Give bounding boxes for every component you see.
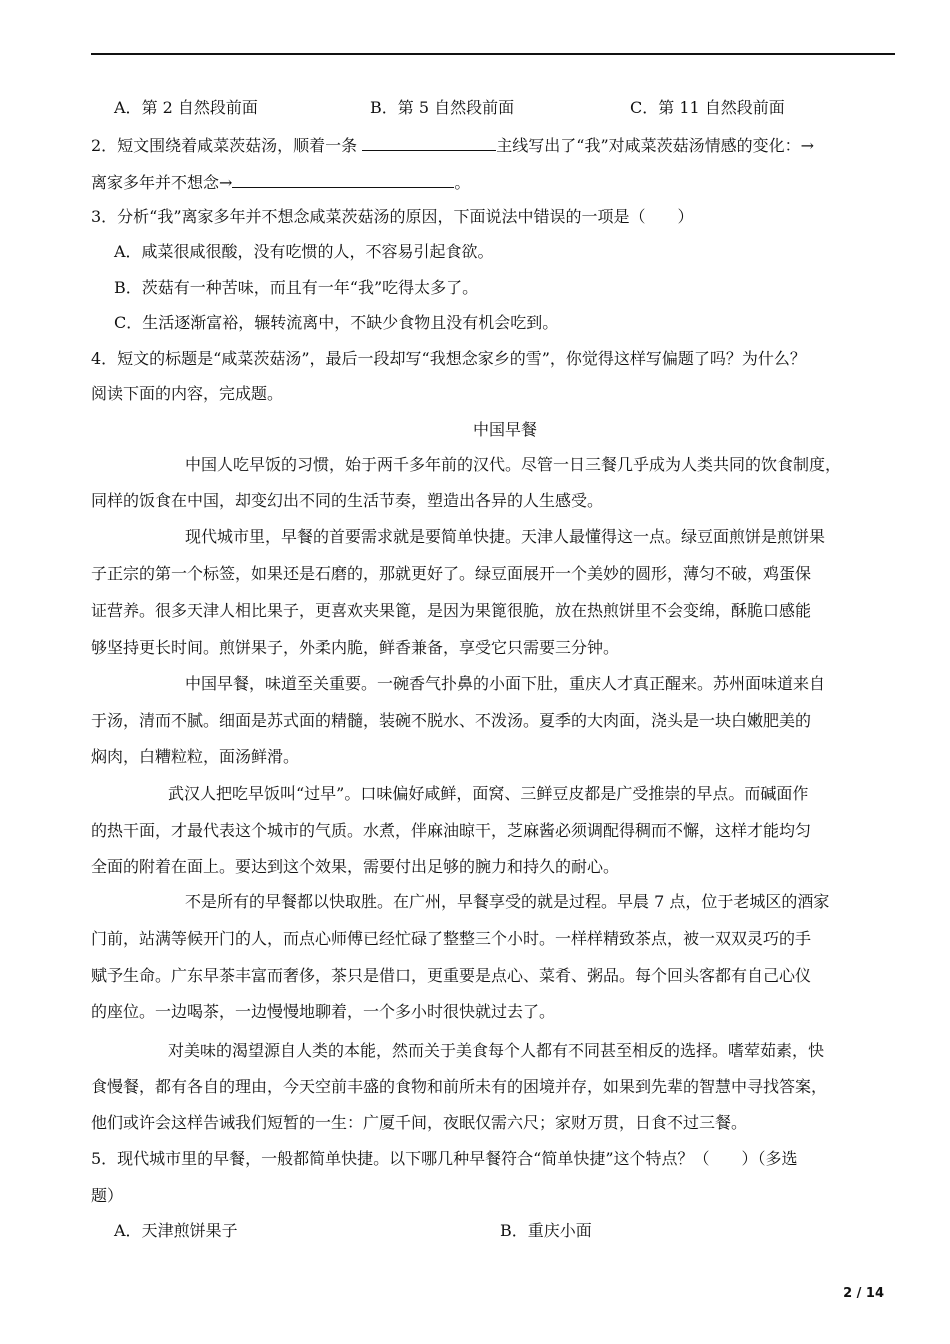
article-line: 中国早餐，味道至关重要。一碗香气扑鼻的小面下肚，重庆人才真正醒来。苏州面味道来自	[185, 674, 826, 693]
q2-blank-2[interactable]	[232, 171, 454, 188]
q5-stem-line-2: 题）	[91, 1186, 124, 1205]
article-line: 证营养。很多天津人相比果子，更喜欢夹果篦，是因为果篦很脆，放在热煎饼里不会变绵，酥脆口感能	[91, 601, 812, 620]
article-line: 不是所有的早餐都以快取胜。在广州，早餐享受的就是过程。早晨 7 点，位于老城区的酒家	[185, 892, 830, 911]
q3-option-b: B．茨菇有一种苦味，而且有一年“我”吃得太多了。	[114, 278, 479, 297]
q1-option-b: B．第 5 自然段前面	[370, 98, 515, 117]
article-line: 门前，站满等候开门的人，而点心师傅已经忙碌了整整三个小时。一样样精致茶点，被一双双灵巧的手	[91, 929, 812, 948]
q1-option-c: C．第 11 自然段前面	[630, 98, 785, 117]
article-line: 的座位。一边喝茶，一边慢慢地聊着，一个多小时很快就过去了。	[91, 1002, 556, 1021]
q4-stem: 4．短文的标题是“咸菜茨菇汤”，最后一段却写“我想念家乡的雪”，你觉得这样写偏题了吗？为什么？	[91, 349, 806, 368]
q3-option-a: A．咸菜很咸很酸，没有吃惯的人，不容易引起食欲。	[114, 242, 494, 261]
q2-line-1: 2．短文围绕着咸菜茨菇汤，顺着一条 主线写出了“我”对咸菜茨菇汤情感的变化：→	[91, 136, 815, 155]
article-line: 食慢餐，都有各自的理由，今天空前丰盛的食物和前所未有的困境并存，如果到先辈的智慧中寻找答案，	[91, 1077, 828, 1096]
article-line: 的热干面，才最代表这个城市的气质。水煮，伴麻油晾干，芝麻酱必须调配得稠而不懈，这样才能均匀	[91, 821, 812, 840]
header-rule	[91, 53, 895, 55]
article-line: 焖肉，白糟粒粒，面汤鲜滑。	[91, 747, 300, 766]
q3-stem: 3．分析“我”离家多年并不想念咸菜茨菇汤的原因，下面说法中错误的一项是（ ）	[91, 207, 694, 226]
q1-option-a: A．第 2 自然段前面	[114, 98, 258, 117]
article-line: 够坚持更长时间。煎饼果子，外柔内脆，鲜香兼备，享受它只需要三分钟。	[91, 638, 620, 657]
article-title: 中国早餐	[472, 420, 537, 439]
article-line: 同样的饭食在中国，却变幻出不同的生活节奏，塑造出各异的人生感受。	[91, 491, 604, 510]
article-line: 全面的附着在面上。要达到这个效果，需要付出足够的腕力和持久的耐心。	[91, 857, 620, 876]
q5-stem-line-1: 5．现代城市里的早餐，一般都简单快捷。以下哪几种早餐符合“简单快捷”这个特点？（ ）（多选	[91, 1149, 798, 1168]
article-line: 子正宗的第一个标签，如果还是石磨的，那就更好了。绿豆面展开一个美妙的圆形，薄匀不破，鸡蛋保	[91, 564, 812, 583]
q2-blank-1[interactable]	[362, 134, 496, 151]
q3-option-c: C．生活逐渐富裕，辗转流离中，不缺少食物且没有机会吃到。	[114, 313, 559, 332]
article-line: 赋予生命。广东早茶丰富而奢侈，茶只是借口，更重要是点心、菜肴、粥品。每个回头客都有自己心仪	[91, 966, 812, 985]
article-line: 他们或许会这样告诫我们短暂的一生：广厦千间，夜眠仅需六尺；家财万贯，日食不过三餐。	[91, 1113, 748, 1132]
article-line: 于汤，清而不腻。细面是苏式面的精髓，装碗不脱水、不泼汤。夏季的大肉面，浇头是一块白嫩肥美的	[91, 711, 812, 730]
reading-instruction: 阅读下面的内容，完成题。	[91, 384, 284, 403]
article-line: 对美味的渴望源自人类的本能，然而关于美食每个人都有不同甚至相反的选择。嗜荤茹素，快	[168, 1041, 825, 1060]
q2-line-2: 离家多年并不想念→ 。	[91, 173, 471, 192]
page-number: 2 / 14	[843, 1286, 884, 1301]
q5-option-b: B．重庆小面	[500, 1221, 592, 1240]
q5-option-a: A．天津煎饼果子	[114, 1221, 238, 1240]
article-line: 武汉人把吃早饭叫“过早”。口味偏好咸鲜，面窝、三鲜豆皮都是广受推崇的早点。而碱面作	[168, 784, 809, 803]
article-line: 现代城市里，早餐的首要需求就是要简单快捷。天津人最懂得这一点。绿豆面煎饼是煎饼果	[185, 527, 826, 546]
article-line: 中国人吃早饭的习惯，始于两千多年前的汉代。尽管一日三餐几乎成为人类共同的饮食制度，	[185, 455, 842, 474]
